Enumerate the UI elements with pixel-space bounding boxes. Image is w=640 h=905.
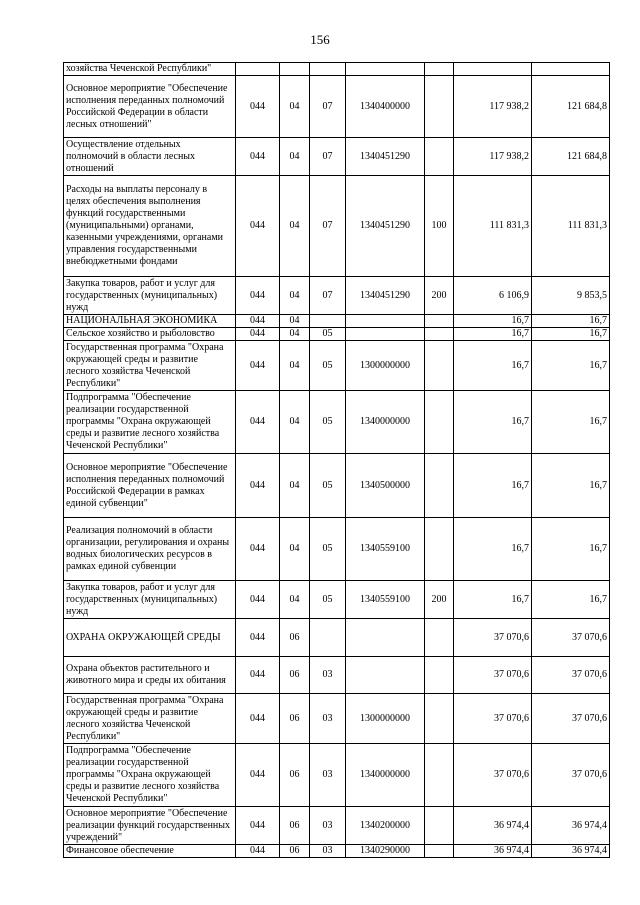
table-row — [64, 176, 610, 277]
cell-subsection — [310, 619, 346, 657]
cell-section: 04 — [280, 581, 310, 619]
cell-grbs: 044 — [236, 619, 280, 657]
cell-amount-year-2: 111 831,3 — [532, 176, 610, 277]
cell-name: Подпрограмма "Обеспечение реализации государственной программы "Охрана окружающей среды и развитие лесного хозяйства Чеченской Республики" — [64, 744, 236, 807]
cell-subsection: 05 — [310, 581, 346, 619]
cell-grbs: 044 — [236, 315, 280, 328]
cell-target-article — [346, 63, 425, 76]
budget-table — [63, 62, 610, 858]
cell-name: НАЦИОНАЛЬНАЯ ЭКОНОМИКА — [64, 315, 236, 328]
cell-grbs: 044 — [236, 277, 280, 315]
table-row — [64, 694, 610, 744]
cell-expense-type — [425, 619, 454, 657]
cell-amount-year-1: 16,7 — [454, 391, 532, 454]
cell-grbs: 044 — [236, 845, 280, 858]
cell-grbs: 044 — [236, 391, 280, 454]
cell-expense-type — [425, 138, 454, 176]
cell-subsection: 07 — [310, 76, 346, 138]
cell-amount-year-1: 16,7 — [454, 581, 532, 619]
cell-name: Государственная программа "Охрана окружающей среды и развитие лесного хозяйства Чеченской Республики" — [64, 694, 236, 744]
cell-section: 04 — [280, 391, 310, 454]
table-row — [64, 76, 610, 138]
cell-grbs: 044 — [236, 328, 280, 341]
cell-subsection — [310, 315, 346, 328]
cell-amount-year-2: 16,7 — [532, 328, 610, 341]
cell-name: Финансовое обеспечение — [64, 845, 236, 858]
cell-expense-type: 200 — [425, 581, 454, 619]
cell-expense-type — [425, 657, 454, 694]
table-row — [64, 138, 610, 176]
cell-target-article: 1340451290 — [346, 176, 425, 277]
cell-section: 04 — [280, 341, 310, 391]
cell-name: Расходы на выплаты персоналу в целях обеспечения выполнения функций государственными (муниципальными) органами, казенными учреждениями, органами управления государственными внебюджетными фондами — [64, 176, 236, 277]
cell-section: 04 — [280, 328, 310, 341]
cell-target-article: 1300000000 — [346, 341, 425, 391]
cell-section: 06 — [280, 845, 310, 858]
cell-name: Подпрограмма "Обеспечение реализации государственной программы "Охрана окружающей среды и развитие лесного хозяйства Чеченской Республики" — [64, 391, 236, 454]
cell-expense-type — [425, 315, 454, 328]
table-row — [64, 581, 610, 619]
cell-grbs: 044 — [236, 76, 280, 138]
cell-subsection: 07 — [310, 176, 346, 277]
cell-target-article — [346, 619, 425, 657]
cell-grbs: 044 — [236, 518, 280, 581]
cell-name: Основное мероприятие "Обеспечение исполнения переданных полномочий Российской Федерации в рамках единой субвенции" — [64, 454, 236, 518]
table-row — [64, 277, 610, 315]
cell-amount-year-1: 16,7 — [454, 328, 532, 341]
cell-target-article: 1340559100 — [346, 518, 425, 581]
cell-target-article — [346, 657, 425, 694]
cell-section: 06 — [280, 619, 310, 657]
table-row — [64, 744, 610, 807]
cell-subsection: 05 — [310, 518, 346, 581]
table-row — [64, 391, 610, 454]
cell-section: 04 — [280, 454, 310, 518]
cell-grbs: 044 — [236, 176, 280, 277]
cell-amount-year-1: 37 070,6 — [454, 619, 532, 657]
cell-amount-year-2: 16,7 — [532, 341, 610, 391]
cell-subsection: 05 — [310, 328, 346, 341]
cell-amount-year-2: 16,7 — [532, 391, 610, 454]
cell-expense-type: 100 — [425, 176, 454, 277]
cell-section: 06 — [280, 694, 310, 744]
cell-target-article — [346, 328, 425, 341]
cell-expense-type — [425, 845, 454, 858]
cell-amount-year-2: 36 974,4 — [532, 845, 610, 858]
cell-subsection: 05 — [310, 454, 346, 518]
table-row — [64, 518, 610, 581]
cell-amount-year-1: 111 831,3 — [454, 176, 532, 277]
cell-target-article: 1340290000 — [346, 845, 425, 858]
cell-target-article: 1340559100 — [346, 581, 425, 619]
cell-grbs: 044 — [236, 454, 280, 518]
cell-section: 04 — [280, 277, 310, 315]
cell-section — [280, 63, 310, 76]
cell-section: 06 — [280, 657, 310, 694]
cell-section: 04 — [280, 315, 310, 328]
cell-target-article: 1340451290 — [346, 277, 425, 315]
cell-target-article: 1340500000 — [346, 454, 425, 518]
cell-grbs: 044 — [236, 341, 280, 391]
cell-name: Сельское хозяйство и рыболовство — [64, 328, 236, 341]
cell-grbs: 044 — [236, 694, 280, 744]
cell-subsection: 05 — [310, 391, 346, 454]
cell-subsection: 05 — [310, 341, 346, 391]
cell-grbs — [236, 63, 280, 76]
cell-expense-type — [425, 63, 454, 76]
table-row — [64, 657, 610, 694]
cell-subsection: 03 — [310, 807, 346, 845]
cell-subsection: 03 — [310, 657, 346, 694]
table-row — [64, 328, 610, 341]
cell-name: Основное мероприятие "Обеспечение реализации функций государственных учреждений" — [64, 807, 236, 845]
cell-amount-year-2: 37 070,6 — [532, 744, 610, 807]
cell-expense-type — [425, 518, 454, 581]
cell-amount-year-2: 37 070,6 — [532, 619, 610, 657]
cell-expense-type — [425, 341, 454, 391]
cell-name: ОХРАНА ОКРУЖАЮЩЕЙ СРЕДЫ — [64, 619, 236, 657]
cell-amount-year-2: 16,7 — [532, 518, 610, 581]
cell-section: 04 — [280, 76, 310, 138]
cell-subsection: 07 — [310, 138, 346, 176]
cell-amount-year-2: 16,7 — [532, 454, 610, 518]
cell-amount-year-2: 9 853,5 — [532, 277, 610, 315]
cell-amount-year-1: 37 070,6 — [454, 657, 532, 694]
cell-amount-year-1: 16,7 — [454, 454, 532, 518]
cell-amount-year-2: 121 684,8 — [532, 138, 610, 176]
table-row — [64, 454, 610, 518]
cell-amount-year-2: 37 070,6 — [532, 694, 610, 744]
cell-target-article: 1340200000 — [346, 807, 425, 845]
table-row — [64, 341, 610, 391]
cell-expense-type — [425, 807, 454, 845]
cell-section: 06 — [280, 807, 310, 845]
cell-target-article: 1340451290 — [346, 138, 425, 176]
cell-amount-year-1: 37 070,6 — [454, 694, 532, 744]
cell-amount-year-1: 6 106,9 — [454, 277, 532, 315]
cell-grbs: 044 — [236, 744, 280, 807]
cell-name: хозяйства Чеченской Республики" — [64, 63, 236, 76]
cell-grbs: 044 — [236, 138, 280, 176]
cell-target-article: 1300000000 — [346, 694, 425, 744]
cell-amount-year-1: 16,7 — [454, 315, 532, 328]
cell-subsection: 03 — [310, 845, 346, 858]
cell-amount-year-1: 16,7 — [454, 518, 532, 581]
cell-amount-year-2: 37 070,6 — [532, 657, 610, 694]
cell-amount-year-2: 121 684,8 — [532, 76, 610, 138]
cell-amount-year-1 — [454, 63, 532, 76]
cell-amount-year-1: 36 974,4 — [454, 807, 532, 845]
cell-section: 04 — [280, 518, 310, 581]
cell-target-article — [346, 315, 425, 328]
cell-amount-year-1: 36 974,4 — [454, 845, 532, 858]
cell-subsection: 07 — [310, 277, 346, 315]
table-row — [64, 845, 610, 858]
cell-amount-year-1: 117 938,2 — [454, 138, 532, 176]
cell-amount-year-2: 16,7 — [532, 315, 610, 328]
cell-grbs: 044 — [236, 807, 280, 845]
page-number: 156 — [310, 32, 330, 47]
cell-subsection — [310, 63, 346, 76]
cell-grbs: 044 — [236, 581, 280, 619]
cell-name: Закупка товаров, работ и услуг для государственных (муниципальных) нужд — [64, 277, 236, 315]
cell-amount-year-2: 16,7 — [532, 581, 610, 619]
cell-name: Осуществление отдельных полномочий в области лесных отношений — [64, 138, 236, 176]
cell-target-article: 1340000000 — [346, 391, 425, 454]
cell-target-article: 1340400000 — [346, 76, 425, 138]
table-row — [64, 807, 610, 845]
cell-amount-year-1: 16,7 — [454, 341, 532, 391]
cell-name: Закупка товаров, работ и услуг для государственных (муниципальных) нужд — [64, 581, 236, 619]
cell-expense-type — [425, 328, 454, 341]
cell-grbs: 044 — [236, 657, 280, 694]
cell-name: Государственная программа "Охрана окружающей среды и развитие лесного хозяйства Чеченской Республики" — [64, 341, 236, 391]
cell-subsection: 03 — [310, 744, 346, 807]
cell-section: 04 — [280, 138, 310, 176]
cell-amount-year-1: 117 938,2 — [454, 76, 532, 138]
cell-expense-type: 200 — [425, 277, 454, 315]
cell-expense-type — [425, 76, 454, 138]
cell-amount-year-2 — [532, 63, 610, 76]
cell-section: 06 — [280, 744, 310, 807]
cell-expense-type — [425, 744, 454, 807]
table-row — [64, 63, 610, 76]
cell-name: Основное мероприятие "Обеспечение исполнения переданных полномочий Российской Федерации в области лесных отношений" — [64, 76, 236, 138]
cell-amount-year-1: 37 070,6 — [454, 744, 532, 807]
cell-expense-type — [425, 391, 454, 454]
cell-name: Охрана объектов растительного и животного мира и среды их обитания — [64, 657, 236, 694]
cell-target-article: 1340000000 — [346, 744, 425, 807]
cell-name: Реализация полномочий в области организации, регулирования и охраны водных биологических ресурсов в рамках единой субвенции — [64, 518, 236, 581]
cell-section: 04 — [280, 176, 310, 277]
cell-amount-year-2: 36 974,4 — [532, 807, 610, 845]
table-row — [64, 619, 610, 657]
cell-expense-type — [425, 454, 454, 518]
table-row — [64, 315, 610, 328]
cell-expense-type — [425, 694, 454, 744]
cell-subsection: 03 — [310, 694, 346, 744]
